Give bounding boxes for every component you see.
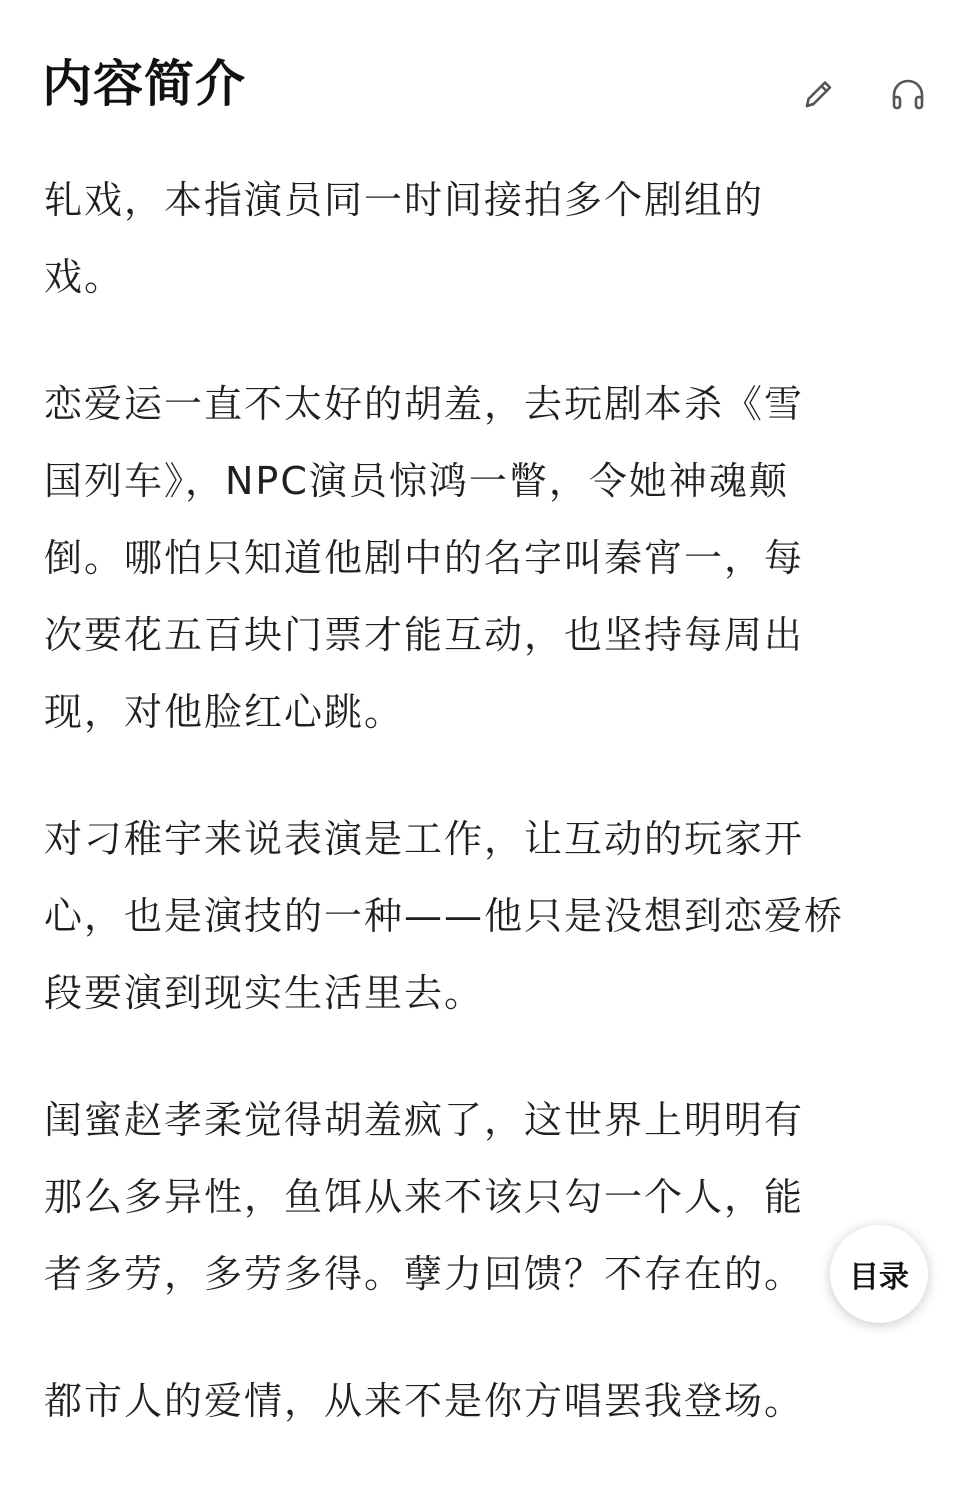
paragraph-line: 对刁稚宇来说表演是工作，让互动的玩家开 xyxy=(44,817,805,861)
paragraph-line: 者多劳，多劳多得。孽力回馈？不存在的。 xyxy=(44,1252,805,1296)
paragraph xyxy=(44,801,914,1032)
paragraph-line: 现，对他脸红心跳。 xyxy=(44,690,405,734)
paragraph-line: 戏。 xyxy=(44,255,125,299)
paragraph-line: 心，也是演技的一种——他只是没想到恋爱桥 xyxy=(44,894,845,938)
paragraph-line: 都市人的爱情，从来不是你方唱罢我登场。 xyxy=(44,1379,805,1423)
paragraph xyxy=(44,1363,914,1440)
headphones-icon[interactable] xyxy=(886,72,930,116)
paragraph-line: 段要演到现实生活里去。 xyxy=(44,971,485,1015)
paragraph xyxy=(44,162,914,316)
paragraph-line: 轧戏，本指演员同一时间接拍多个剧组的 xyxy=(44,178,765,222)
page-title: 内容简介 xyxy=(42,55,246,113)
paragraph xyxy=(44,366,914,751)
pencil-icon[interactable] xyxy=(796,72,840,116)
header xyxy=(0,0,970,150)
paragraph-line: 恋爱运一直不太好的胡羞，去玩剧本杀《雪 xyxy=(44,382,805,426)
paragraph xyxy=(44,1082,914,1313)
paragraph-line: 次要花五百块门票才能互动，也坚持每周出 xyxy=(44,613,805,657)
paragraph-line: 国列车》，NPC演员惊鸿一瞥，令她神魂颠 xyxy=(44,459,789,503)
table-of-contents-button[interactable]: 目录 xyxy=(830,1225,928,1323)
paragraph-line: 闺蜜赵孝柔觉得胡羞疯了，这世界上明明有 xyxy=(44,1098,805,1142)
paragraph-line: 那么多异性，鱼饵从来不该只勾一个人，能 xyxy=(44,1175,805,1219)
synopsis-content xyxy=(44,162,914,1490)
paragraph-line: 倒。哪怕只知道他剧中的名字叫秦宵一，每 xyxy=(44,536,805,580)
